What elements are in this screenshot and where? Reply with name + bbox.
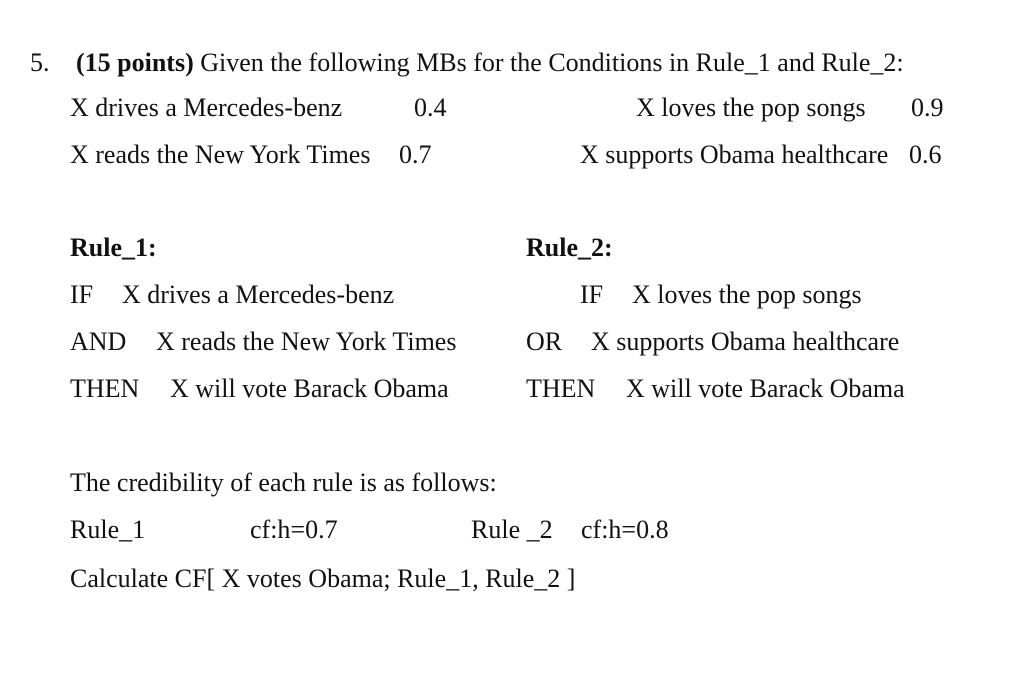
mb-value-mercedes: 0.4 (414, 93, 447, 122)
rule2-or-condition: X supports Obama healthcare (591, 327, 900, 356)
mb-condition-pop-songs: X loves the pop songs (636, 93, 866, 122)
question-number: 5. (30, 48, 50, 77)
calculation-task: Calculate CF[ X votes Obama; Rule_1, Rule_2 ] (70, 564, 576, 593)
mb-condition-healthcare: X supports Obama healthcare (580, 140, 889, 169)
rule1-title: Rule_1: (70, 233, 157, 262)
rule2-or-keyword: OR (526, 327, 563, 356)
question-prompt: Given the following MBs for the Conditions in Rule_1 and Rule_2: (200, 48, 904, 77)
rule2-then-keyword: THEN (526, 374, 596, 403)
rule1-if-keyword: IF (70, 280, 94, 309)
mb-condition-mercedes: X drives a Mercedes-benz (70, 93, 343, 122)
credibility-rule1-cf: cf:h=0.7 (250, 515, 338, 544)
rule2-then-conclusion: X will vote Barack Obama (626, 374, 905, 403)
rule1-and-condition: X reads the New York Times (156, 327, 457, 356)
credibility-rule2-name: Rule _2 (471, 515, 553, 544)
question-points: (15 points) (76, 48, 194, 77)
rule2-title: Rule_2: (526, 233, 613, 262)
rule2-if-condition: X loves the pop songs (632, 280, 862, 309)
mb-value-healthcare: 0.6 (909, 140, 942, 169)
question-text (76, 50, 904, 76)
credibility-intro: The credibility of each rule is as follows: (70, 468, 497, 497)
rule1-and-keyword: AND (70, 327, 127, 356)
rule2-if-keyword: IF (580, 280, 604, 309)
rule1-then-keyword: THEN (70, 374, 140, 403)
mb-value-nyt: 0.7 (399, 140, 432, 169)
credibility-rule2-cf: cf:h=0.8 (581, 515, 669, 544)
mb-value-pop-songs: 0.9 (911, 93, 944, 122)
rule1-if-condition: X drives a Mercedes-benz (122, 280, 395, 309)
rule1-then-conclusion: X will vote Barack Obama (170, 374, 449, 403)
mb-condition-nyt: X reads the New York Times (70, 140, 371, 169)
credibility-rule1-name: Rule_1 (70, 515, 146, 544)
